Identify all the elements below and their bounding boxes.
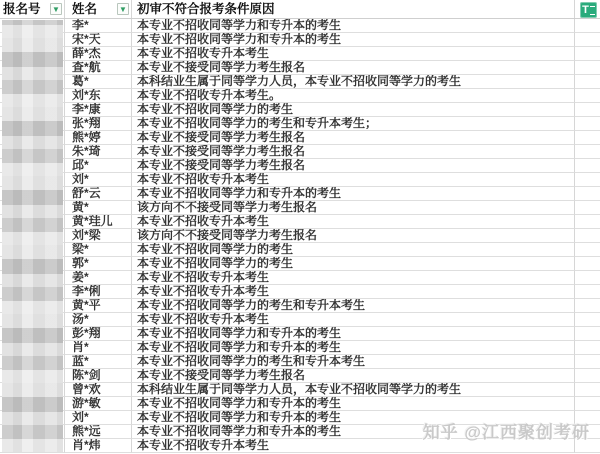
- name-cell[interactable]: 彭*翔: [65, 327, 132, 341]
- name-cell[interactable]: 黄*珪儿: [65, 215, 132, 229]
- reason-cell[interactable]: 本专业不招收同等学力的考生和专升本考生；: [132, 117, 575, 131]
- name-cell[interactable]: 李*: [65, 19, 132, 33]
- table-file-icon-letter: T: [582, 4, 589, 16]
- extra-cell: [575, 299, 600, 313]
- reason-cell[interactable]: 本专业不招收同等学力和专升本的考生: [132, 397, 575, 411]
- extra-cell: [575, 187, 600, 201]
- extra-cell: [575, 75, 600, 89]
- column-header-regno[interactable]: [0, 0, 65, 18]
- reason-cell[interactable]: 该方向不不接受同等学力考生报名: [132, 201, 575, 215]
- table-row: [0, 355, 600, 369]
- column-header-name-label: 姓名: [72, 1, 98, 16]
- table-row: [0, 75, 600, 89]
- filter-dropdown-name[interactable]: [117, 3, 129, 15]
- extra-cell: [575, 89, 600, 103]
- extra-cell: [575, 61, 600, 75]
- extra-cell: [575, 19, 600, 33]
- extra-cell: [575, 173, 600, 187]
- table-row: [0, 117, 600, 131]
- extra-cell: [575, 369, 600, 383]
- table-row: [0, 327, 600, 341]
- extra-cell: [575, 117, 600, 131]
- reason-cell[interactable]: 本专业不招收同等学力的考生: [132, 257, 575, 271]
- table-row: [0, 257, 600, 271]
- reason-cell[interactable]: 本专业不接受同等学力考生报名: [132, 145, 575, 159]
- name-cell[interactable]: 李*俐: [65, 285, 132, 299]
- table-file-icon[interactable]: [580, 2, 597, 18]
- reason-cell[interactable]: 本专业不招收专升本考生: [132, 215, 575, 229]
- name-cell[interactable]: 姜*: [65, 271, 132, 285]
- reason-cell[interactable]: 本专业不招收同等学力的考生和专升本考生: [132, 355, 575, 369]
- filter-dropdown-regno[interactable]: [50, 3, 62, 15]
- extra-cell: [575, 439, 600, 453]
- table-row: [0, 201, 600, 215]
- reason-cell[interactable]: 本专业不招收专升本考生: [132, 271, 575, 285]
- reason-cell[interactable]: 本专业不招收同等学力和专升本的考生: [132, 425, 575, 439]
- column-header-reason[interactable]: [132, 0, 575, 18]
- column-header-reason-label: 初审不符合报考条件原因: [137, 1, 275, 16]
- extra-cell: [575, 285, 600, 299]
- reason-cell[interactable]: 本专业不招收同等学力的考生和专升本考生: [132, 299, 575, 313]
- table-row: [0, 19, 600, 33]
- name-cell[interactable]: 曾*欢: [65, 383, 132, 397]
- table-row: [0, 33, 600, 47]
- name-cell[interactable]: 张*翔: [65, 117, 132, 131]
- name-cell[interactable]: 郭*: [65, 257, 132, 271]
- reason-cell[interactable]: 本专业不接受同等学力考生报名: [132, 131, 575, 145]
- extra-cell: [575, 383, 600, 397]
- extra-cell: [575, 341, 600, 355]
- reason-cell[interactable]: 该方向不不接受同等学力考生报名: [132, 229, 575, 243]
- extra-cell: [575, 425, 600, 439]
- reason-cell[interactable]: 本专业不接受同等学力考生报名: [132, 369, 575, 383]
- table-row: [0, 397, 600, 411]
- table-row: [0, 299, 600, 313]
- extra-cell: [575, 355, 600, 369]
- name-cell[interactable]: 熊*婷: [65, 131, 132, 145]
- name-cell[interactable]: 陈*剑: [65, 369, 132, 383]
- table-row: [0, 341, 600, 355]
- reason-cell[interactable]: 本专业不招收专升本考生: [132, 173, 575, 187]
- table-row: [0, 131, 600, 145]
- column-header-name[interactable]: [65, 0, 132, 18]
- table-row: [0, 159, 600, 173]
- name-cell[interactable]: 黄*平: [65, 299, 132, 313]
- reason-cell[interactable]: 本专业不招收同等学力的考生: [132, 243, 575, 257]
- extra-cell: [575, 131, 600, 145]
- reason-cell[interactable]: 本专业不招收专升本考生: [132, 313, 575, 327]
- table-row: [0, 383, 600, 397]
- reason-cell[interactable]: 本专业不招收专升本考生。: [132, 89, 575, 103]
- table-row: [0, 411, 600, 425]
- extra-cell: [575, 215, 600, 229]
- table-row: [0, 61, 600, 75]
- table-row: [0, 425, 600, 439]
- extra-cell: [575, 257, 600, 271]
- reason-cell[interactable]: 本科结业生属于同等学力人员，本专业不招收同等学力的考生: [132, 383, 575, 397]
- extra-cell: [575, 411, 600, 425]
- zhihu-watermark: 知乎 @江西聚创考研: [422, 423, 590, 442]
- reason-cell[interactable]: 本专业不招收同等学力和专升本的考生: [132, 19, 575, 33]
- table-body: [0, 19, 600, 453]
- extra-cell: [575, 103, 600, 117]
- table-row: [0, 243, 600, 257]
- reason-cell[interactable]: 本专业不招收专升本考生: [132, 285, 575, 299]
- extra-cell: [575, 243, 600, 257]
- table-row: [0, 369, 600, 383]
- chevron-down-icon: ▼: [119, 4, 127, 14]
- table-row: [0, 285, 600, 299]
- table-row: [0, 103, 600, 117]
- table-row: [0, 215, 600, 229]
- extra-cell: [575, 313, 600, 327]
- table-row: [0, 145, 600, 159]
- name-cell[interactable]: 刘*: [65, 173, 132, 187]
- table-row: [0, 187, 600, 201]
- reason-cell[interactable]: 本专业不招收同等学力和专升本的考生: [132, 341, 575, 355]
- table-row: [0, 173, 600, 187]
- name-cell[interactable]: 刘*: [65, 411, 132, 425]
- name-cell[interactable]: 肖*: [65, 341, 132, 355]
- name-cell[interactable]: 汤*: [65, 313, 132, 327]
- name-cell[interactable]: 蓝*: [65, 355, 132, 369]
- reason-cell[interactable]: 本专业不招收专升本考生: [132, 439, 575, 453]
- table-row: [0, 439, 600, 453]
- table-row: [0, 47, 600, 61]
- name-cell[interactable]: 刘*东: [65, 89, 132, 103]
- extra-cell: [575, 159, 600, 173]
- chevron-down-icon: ▼: [52, 4, 60, 14]
- table-row: [0, 229, 600, 243]
- name-cell[interactable]: 查*航: [65, 61, 132, 75]
- reason-cell[interactable]: 本专业不接受同等学力考生报名: [132, 159, 575, 173]
- table-header-row: [0, 0, 600, 19]
- name-cell[interactable]: 薛*杰: [65, 47, 132, 61]
- name-cell[interactable]: 梁*: [65, 243, 132, 257]
- reason-cell[interactable]: 本专业不招收同等学力和专升本的考生: [132, 33, 575, 47]
- extra-cell: [575, 229, 600, 243]
- extra-cell: [575, 271, 600, 285]
- name-cell[interactable]: 舒*云: [65, 187, 132, 201]
- reason-cell[interactable]: 本专业不招收同等学力和专升本的考生: [132, 187, 575, 201]
- reason-cell[interactable]: 本专业不招收专升本考生: [132, 47, 575, 61]
- extra-cell: [575, 145, 600, 159]
- name-cell[interactable]: 李*康: [65, 103, 132, 117]
- name-cell[interactable]: 宋*天: [65, 33, 132, 47]
- name-cell[interactable]: 邱*: [65, 159, 132, 173]
- extra-cell: [575, 47, 600, 61]
- extra-cell: [575, 33, 600, 47]
- table-row: [0, 89, 600, 103]
- name-cell[interactable]: 朱*琦: [65, 145, 132, 159]
- column-header-regno-label: 报名号: [3, 1, 41, 16]
- reason-cell[interactable]: 本专业不招收同等学力和专升本的考生: [132, 411, 575, 425]
- reason-cell[interactable]: 本科结业生属于同等学力人员，本专业不招收同等学力的考生: [132, 75, 575, 89]
- name-cell[interactable]: 游*敏: [65, 397, 132, 411]
- table-row: [0, 313, 600, 327]
- extra-cell: [575, 397, 600, 411]
- reason-cell[interactable]: 本专业不招收同等学力的考生: [132, 103, 575, 117]
- name-cell[interactable]: 葛*: [65, 75, 132, 89]
- name-cell[interactable]: 刘*梁: [65, 229, 132, 243]
- table-row: [0, 271, 600, 285]
- redacted-regno-column: [2, 20, 63, 452]
- reason-cell[interactable]: 本专业不招收同等学力和专升本的考生: [132, 327, 575, 341]
- reason-cell[interactable]: 本专业不接受同等学力考生报名: [132, 61, 575, 75]
- name-cell[interactable]: 肖*炜: [65, 439, 132, 453]
- table-file-icon-lines: [590, 6, 595, 15]
- extra-cell: [575, 327, 600, 341]
- extra-cell: [575, 201, 600, 215]
- name-cell[interactable]: 黄*: [65, 201, 132, 215]
- name-cell[interactable]: 熊*远: [65, 425, 132, 439]
